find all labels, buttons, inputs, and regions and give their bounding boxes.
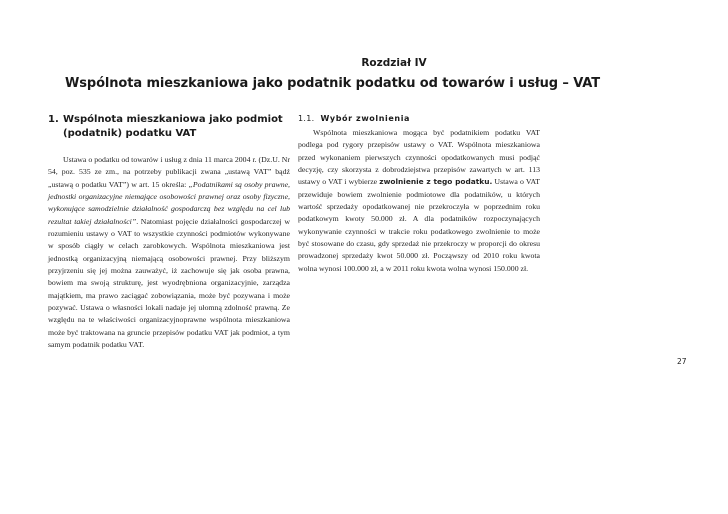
exemption-emphasis: zwolnienie z tego podatku. — [379, 177, 493, 187]
section-1-number: 1. — [48, 114, 59, 125]
vat-definition-quote: „Podatnikami są osoby prawne, jednostki organizacyjne niemające osobowości prawnej oraz osoby fizyczne, wykonujące samodzielnie działalność gospodarczą bez względu na cel lub rezultat takiej działalności” — [48, 179, 291, 226]
section-1-1-paragraph-end: Ustawa o VAT przewiduje bowiem zwolnienie podmiotowe dla podatników, u których wartość sprzedaży opodatkowanej nie przekroczyła w poprzednim roku podatkowym kwoty 50.000 zł. A dla podatników rozpoczynających wykonywanie czynności w trakcie roku podatkowego zwolnienie to może być stosowane do czasu, gdy sprzedaż nie przekroczy w proporcji do okresu prowadzonej sprzedaży kwot 50.000 zł. Począwszy od 2010 roku kwota wolna wynosi 100.000 zł, a w 2011 roku kwota wolna wynosi 150.000 zł. — [298, 177, 540, 273]
section-1-1-number: 1.1. — [298, 114, 315, 123]
section-1-1-heading-text: Wybór zwolnienia — [320, 114, 411, 123]
page-number: 27 — [677, 357, 687, 366]
section-1-heading — [48, 113, 290, 141]
section-1-paragraph — [48, 154, 290, 352]
section-1-paragraph-start: Ustawa o podatku od towarów i usług z dnia 11 marca 2004 r. (Dz.U. Nr 54, poz. 535 ze zm., na potrzeby publikacji zwana „ustawą VAT” bądź „ustawą o podatku VAT”) w art. 15 określa: — [48, 155, 290, 189]
chapter-title: Wspólnota mieszkaniowa jako podatnik podatku od towarów i usług – VAT — [65, 76, 600, 91]
chapter-label: Rozdział IV — [361, 57, 427, 69]
left-column — [48, 113, 290, 352]
section-1-heading-line1: Wspólnota mieszkaniowa jako podmiot — [63, 114, 283, 125]
section-1-heading-line2: (podatnik) podatku VAT — [63, 128, 197, 139]
section-1-1-heading — [298, 113, 540, 125]
section-1-paragraph-end: . Natomiast pojęcie działalności gospodarczej w rozumieniu ustawy o VAT to wszystkie czynności podmiotów wykonywane w sposób ciągły w celach zarobkowych. Wspólnota mieszkaniowa jest jednostką organizacyjną niemającą osobowości prawnej. Przy bliższym przyjrzeniu się jej można zauważyć, iż zachowuje się jak osoba prawna, bowiem ma swoją strukturę, jest wyodrębniona organizacyjnie, zarządza majątkiem, ma prawo zaciągać zobowiązania, może być pozywana i może pozywać. Ustawa o własności lokali nadaje jej ułomną zdolność prawną. Ze względu na te właściwości organizacyjnoprawne wspólnota mieszkaniowa może być traktowana na gruncie przepisów podatku VAT jak podmiot, a tym samym podatnik podatku VAT. — [48, 216, 290, 350]
section-1-1-paragraph-start: Wspólnota mieszkaniowa mogąca być podatnikiem podatku VAT podlega pod rygory przepisów ustawy o VAT. Wspólnota mieszkaniowa przed wykonaniem pierwszych czynności opodatkowanych musi podjąć decyzję, czy skorzysta z dobrodziejstwa przepisów zawartych w art. 113 ustawy o VAT i wybierze — [298, 128, 540, 187]
right-column — [298, 113, 540, 275]
section-1-1-paragraph — [298, 127, 540, 275]
